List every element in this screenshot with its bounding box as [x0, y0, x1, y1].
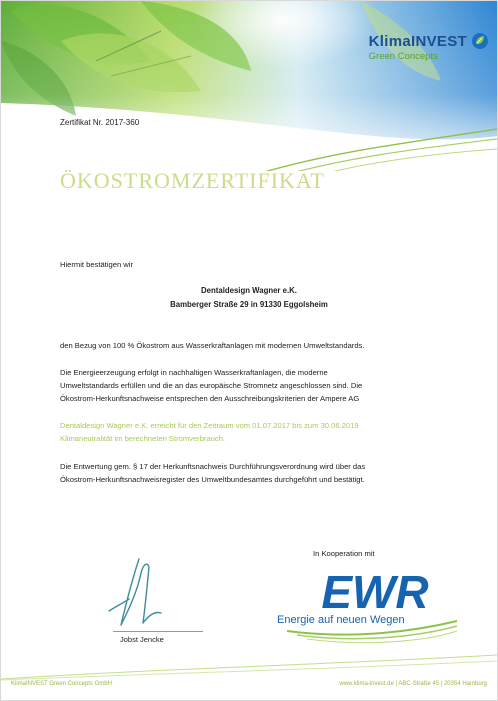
ewr-logo [267, 561, 467, 651]
cooperation-label: In Kooperation mit [313, 549, 375, 558]
paragraph-line: den Bezug von 100 % Ökostrom aus Wasserkraftanlagen mit modernen Umweltstandards. [60, 341, 365, 350]
paragraph-bezug [60, 339, 445, 352]
paragraph-line: Dentaldesign Wagner e.K. erreicht für den Zeitraum vom 01.07.2017 bis zum 30.06.2019 [60, 421, 359, 430]
ewr-slogan: Energie auf neuen Wegen [277, 614, 405, 626]
brand-tagline: Green Concepts [368, 51, 438, 62]
footer-swoosh [1, 651, 497, 681]
footer-contact: www.klima-invest.de | ABC-Straße 45 | 20354 Hamburg [339, 681, 487, 687]
company-name: Dentaldesign Wagner e.K. [201, 286, 297, 295]
paragraph-line: Die Energieerzeugung erfolgt in nachhaltigen Wasserkraftanlagen, die moderne [60, 368, 328, 377]
paragraph-klimaneutral [60, 419, 445, 445]
klimainvest-logo [369, 33, 467, 62]
company-block [1, 284, 497, 312]
intro-text: Hiermit bestätigen wir [60, 260, 134, 269]
header-leaves-image [1, 1, 497, 171]
paragraph-energieerzeugung [60, 366, 445, 405]
leaf-drop-icon [471, 32, 489, 50]
paragraph-line: Klimaneutralität im berechneten Stromverbrauch. [60, 434, 226, 443]
paragraph-line: Ökostrom-Herkunftsnachweise entsprechen den Ausschreibungskriterien der Ampere AG [60, 394, 360, 403]
signature-line [113, 631, 203, 632]
signer-name: Jobst Jencke [120, 635, 164, 644]
ewr-logo-text: EWR [321, 566, 429, 618]
company-address: Bamberger Straße 29 in 91330 Eggolsheim [170, 300, 328, 309]
paragraph-line: Die Entwertung gem. § 17 der Herkunftsnachweis Durchführungsverordnung wird über das [60, 462, 366, 471]
page-title: ÖKOSTROMZERTIFIKAT [60, 168, 325, 193]
paragraph-entwertung [60, 460, 445, 486]
handwritten-signature [101, 553, 191, 633]
paragraph-line: Umweltstandards erfüllen und die an das europäische Stromnetz angeschlossen sind. Die [60, 381, 363, 390]
footer-company: KlimaINVEST Green Concepts GmbH [11, 681, 112, 687]
brand-name: KlimaINVEST [368, 33, 467, 50]
paragraph-line: Ökostrom-Herkunftsnachweisregister des Umweltbundesamtes durchgeführt und bestätigt. [60, 475, 365, 484]
certificate-number: Zertifikat Nr. 2017-360 [60, 118, 140, 127]
